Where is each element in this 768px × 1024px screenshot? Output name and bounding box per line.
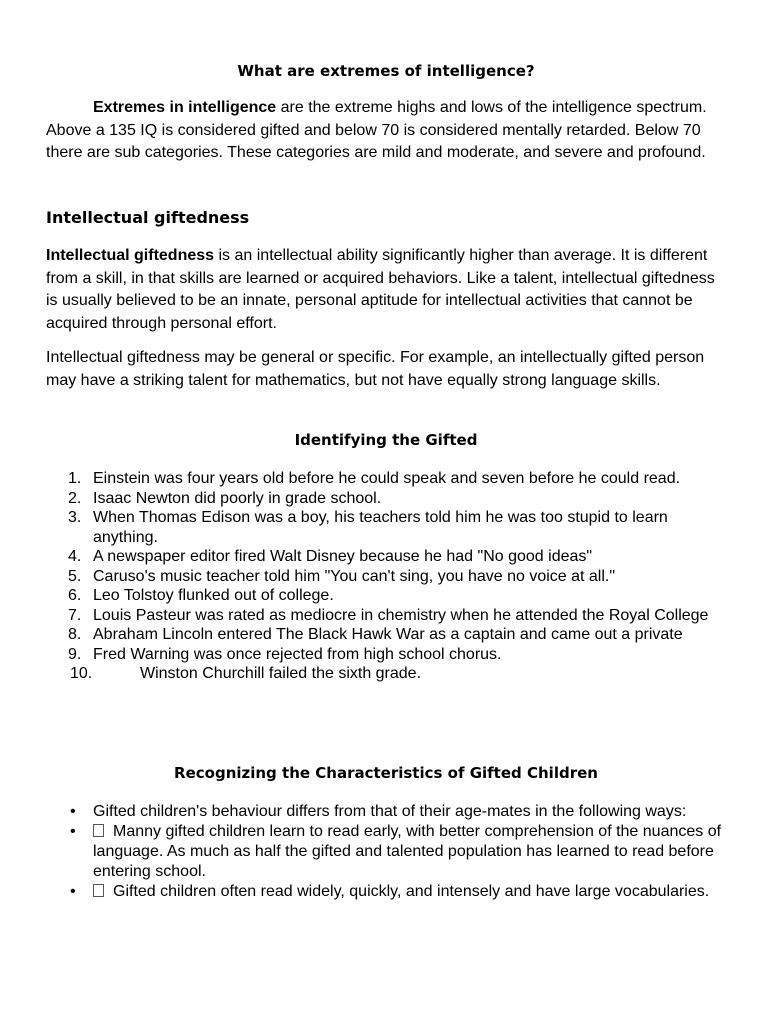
- bullet-icon: •: [70, 803, 76, 820]
- list-number: 6.: [68, 587, 82, 604]
- page-title: What are extremes of intelligence?: [237, 62, 535, 80]
- characteristics-heading: Recognizing the Characteristics of Gifted Children: [174, 764, 598, 782]
- list-text: When Thomas Edison was a boy, his teachers told him he was too stupid to learn anything.: [93, 509, 668, 546]
- list-item: [46, 469, 726, 489]
- list-item: [46, 567, 726, 587]
- list-text: Einstein was four years old before he could speak and seven before he could read.: [93, 470, 681, 487]
- list-item: [46, 489, 726, 509]
- list-text: Fred Warning was once rejected from high school chorus.: [93, 645, 502, 663]
- bullet-icon: •: [70, 823, 76, 840]
- bullet-item: [46, 822, 726, 882]
- bullet-text: Gifted children often read widely, quickly, and intensely and have large vocabularies.: [113, 883, 710, 900]
- missing-glyph-icon: [93, 884, 104, 897]
- list-text: A newspaper editor fired Walt Disney because he had "No good ideas": [93, 548, 593, 565]
- missing-glyph-icon: [93, 824, 104, 837]
- list-number: 10.: [70, 665, 93, 682]
- list-number: 2.: [68, 489, 82, 507]
- list-item: [46, 645, 726, 665]
- list-number: 4.: [68, 548, 82, 565]
- list-item: [46, 547, 726, 567]
- list-text: Abraham Lincoln entered The Black Hawk War as a captain and came out a private: [93, 626, 683, 643]
- list-item: [46, 508, 726, 547]
- list-number: 5.: [68, 567, 82, 585]
- identifying-list: [46, 469, 726, 684]
- list-text: Louis Pasteur was rated as mediocre in chemistry when he attended the Royal College: [93, 606, 709, 624]
- bullet-icon: •: [70, 883, 76, 900]
- list-item: [46, 664, 726, 684]
- giftedness-term: Intellectual giftedness: [46, 247, 215, 264]
- list-number: 7.: [68, 606, 82, 624]
- intro-text: are the extreme highs and lows of the intelligence spectrum. Above a 135 IQ is considered gifted and below 70 is considered mentally retarded. Below 70 there are sub categories. These categories are mild and moderate, and severe and profound.: [46, 99, 707, 161]
- identifying-heading: Identifying the Gifted: [294, 431, 478, 449]
- list-item: [46, 606, 726, 626]
- intro-paragraph: [46, 97, 726, 165]
- giftedness-paragraph-1: [46, 245, 726, 335]
- list-text: Winston Churchill failed the sixth grade.: [140, 665, 422, 682]
- list-text: Caruso's music teacher told him "You can't sing, you have no voice at all.": [93, 567, 616, 585]
- list-item: [46, 625, 726, 645]
- list-item: [46, 586, 726, 606]
- intro-term: Extremes in intelligence: [93, 99, 277, 116]
- bullet-item: [46, 882, 726, 902]
- bullet-item: [46, 802, 726, 822]
- bullet-text: Gifted children's behaviour differs from that of their age-mates in the following ways:: [93, 803, 687, 820]
- giftedness-heading: Intellectual giftedness: [46, 208, 250, 227]
- list-number: 1.: [68, 470, 82, 487]
- list-text: Isaac Newton did poorly in grade school.: [93, 489, 382, 507]
- bullet-text: Manny gifted children learn to read early, with better comprehension of the nuances of language. As much as half the gifted and talented population has learned to read before entering school.: [93, 823, 722, 880]
- list-number: 9.: [68, 645, 82, 663]
- list-number: 3.: [68, 509, 82, 526]
- giftedness-text: is an intellectual ability significantly higher than average. It is different from a skill, in that skills are learned or acquired behaviors. Like a talent, intellectual giftedness is usually believed to be an innate, personal aptitude for intellectual activities that cannot be acquired through personal effort.: [46, 247, 715, 332]
- list-text: Leo Tolstoy flunked out of college.: [93, 587, 334, 604]
- list-number: 8.: [68, 626, 82, 643]
- characteristics-list: [46, 802, 726, 902]
- giftedness-paragraph-2: Intellectual giftedness may be general or specific. For example, an intellectually gifted person may have a striking talent for mathematics, but not have equally strong language skills.: [46, 349, 705, 389]
